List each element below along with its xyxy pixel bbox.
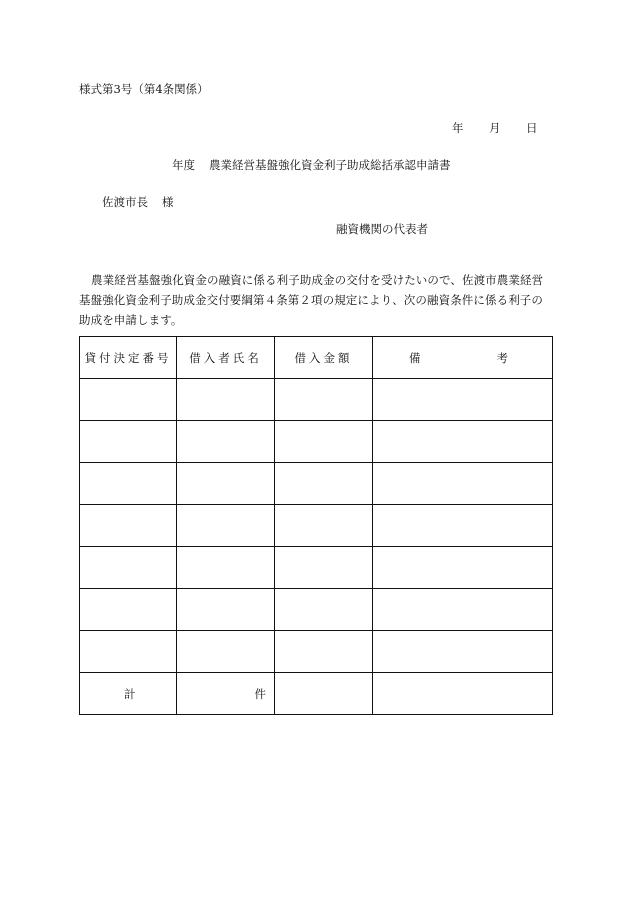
- cell-decision-number[interactable]: [80, 463, 177, 505]
- total-label-cell: [80, 673, 177, 715]
- cell-remarks[interactable]: [373, 421, 553, 463]
- header-decision-number: 貸付決定番号: [80, 337, 177, 379]
- cell-borrower-name[interactable]: [177, 421, 275, 463]
- cell-decision-number[interactable]: [80, 379, 177, 421]
- table-header-row: [80, 337, 553, 379]
- cell-decision-number[interactable]: [80, 421, 177, 463]
- count-unit-label: 件: [254, 687, 266, 701]
- table-row: [80, 379, 553, 421]
- total-count-cell[interactable]: [177, 673, 275, 715]
- total-remarks-cell[interactable]: [373, 673, 553, 715]
- cell-borrower-name[interactable]: [177, 631, 275, 673]
- cell-borrower-name[interactable]: [177, 589, 275, 631]
- cell-remarks[interactable]: [373, 463, 553, 505]
- addressee-honorific: 様: [162, 195, 174, 209]
- header-remarks-1: 備: [409, 350, 421, 365]
- addressee: [102, 194, 174, 210]
- cell-loan-amount[interactable]: [275, 631, 373, 673]
- document-title: [172, 157, 451, 173]
- cell-decision-number[interactable]: [80, 547, 177, 589]
- date-month-label: 月: [489, 121, 501, 135]
- total-label: 計: [124, 687, 136, 701]
- addressee-name: 佐渡市長: [102, 195, 148, 209]
- cell-decision-number[interactable]: [80, 589, 177, 631]
- table-row: [80, 505, 553, 547]
- table-row: [80, 421, 553, 463]
- cell-loan-amount[interactable]: [275, 421, 373, 463]
- cell-borrower-name[interactable]: [177, 505, 275, 547]
- cell-loan-amount[interactable]: [275, 547, 373, 589]
- cell-remarks[interactable]: [373, 631, 553, 673]
- table-row: [80, 547, 553, 589]
- cell-remarks[interactable]: [373, 589, 553, 631]
- title-main: 農業経営基盤強化資金利子助成総括承認申請書: [209, 158, 451, 172]
- date-day-label: 日: [526, 121, 538, 135]
- date-year-label: 年: [452, 121, 464, 135]
- cell-decision-number[interactable]: [80, 505, 177, 547]
- header-loan-amount: 借入金額: [275, 337, 373, 379]
- cell-borrower-name[interactable]: [177, 547, 275, 589]
- table-row: [80, 589, 553, 631]
- table-total-row: [80, 673, 553, 715]
- cell-decision-number[interactable]: [80, 631, 177, 673]
- cell-remarks[interactable]: [373, 547, 553, 589]
- cell-borrower-name[interactable]: [177, 463, 275, 505]
- header-borrower-name: 借入者氏名: [177, 337, 275, 379]
- total-amount-cell[interactable]: [275, 673, 373, 715]
- cell-remarks[interactable]: [373, 505, 553, 547]
- cell-loan-amount[interactable]: [275, 463, 373, 505]
- cell-borrower-name[interactable]: [177, 379, 275, 421]
- fiscal-year-label: 年度: [172, 158, 195, 172]
- table-row: [80, 463, 553, 505]
- cell-loan-amount[interactable]: [275, 589, 373, 631]
- cell-loan-amount[interactable]: [275, 379, 373, 421]
- table-row: [80, 631, 553, 673]
- cell-loan-amount[interactable]: [275, 505, 373, 547]
- date-line: [452, 120, 538, 136]
- application-table: [79, 336, 553, 715]
- applicant-label: 融資機関の代表者: [336, 222, 428, 236]
- header-remarks-2: 考: [496, 350, 508, 365]
- form-number: 様式第3号（第4条関係）: [79, 82, 209, 96]
- header-remarks: [373, 337, 553, 379]
- cell-remarks[interactable]: [373, 379, 553, 421]
- body-text: 農業経営基盤強化資金の融資に係る利子助成金の交付を受けたいので、佐渡市農業経営基盤強化資金利子助成金交付要綱第４条第２項の規定により、次の融資条件に係る利子の助成を申請します。: [79, 273, 544, 327]
